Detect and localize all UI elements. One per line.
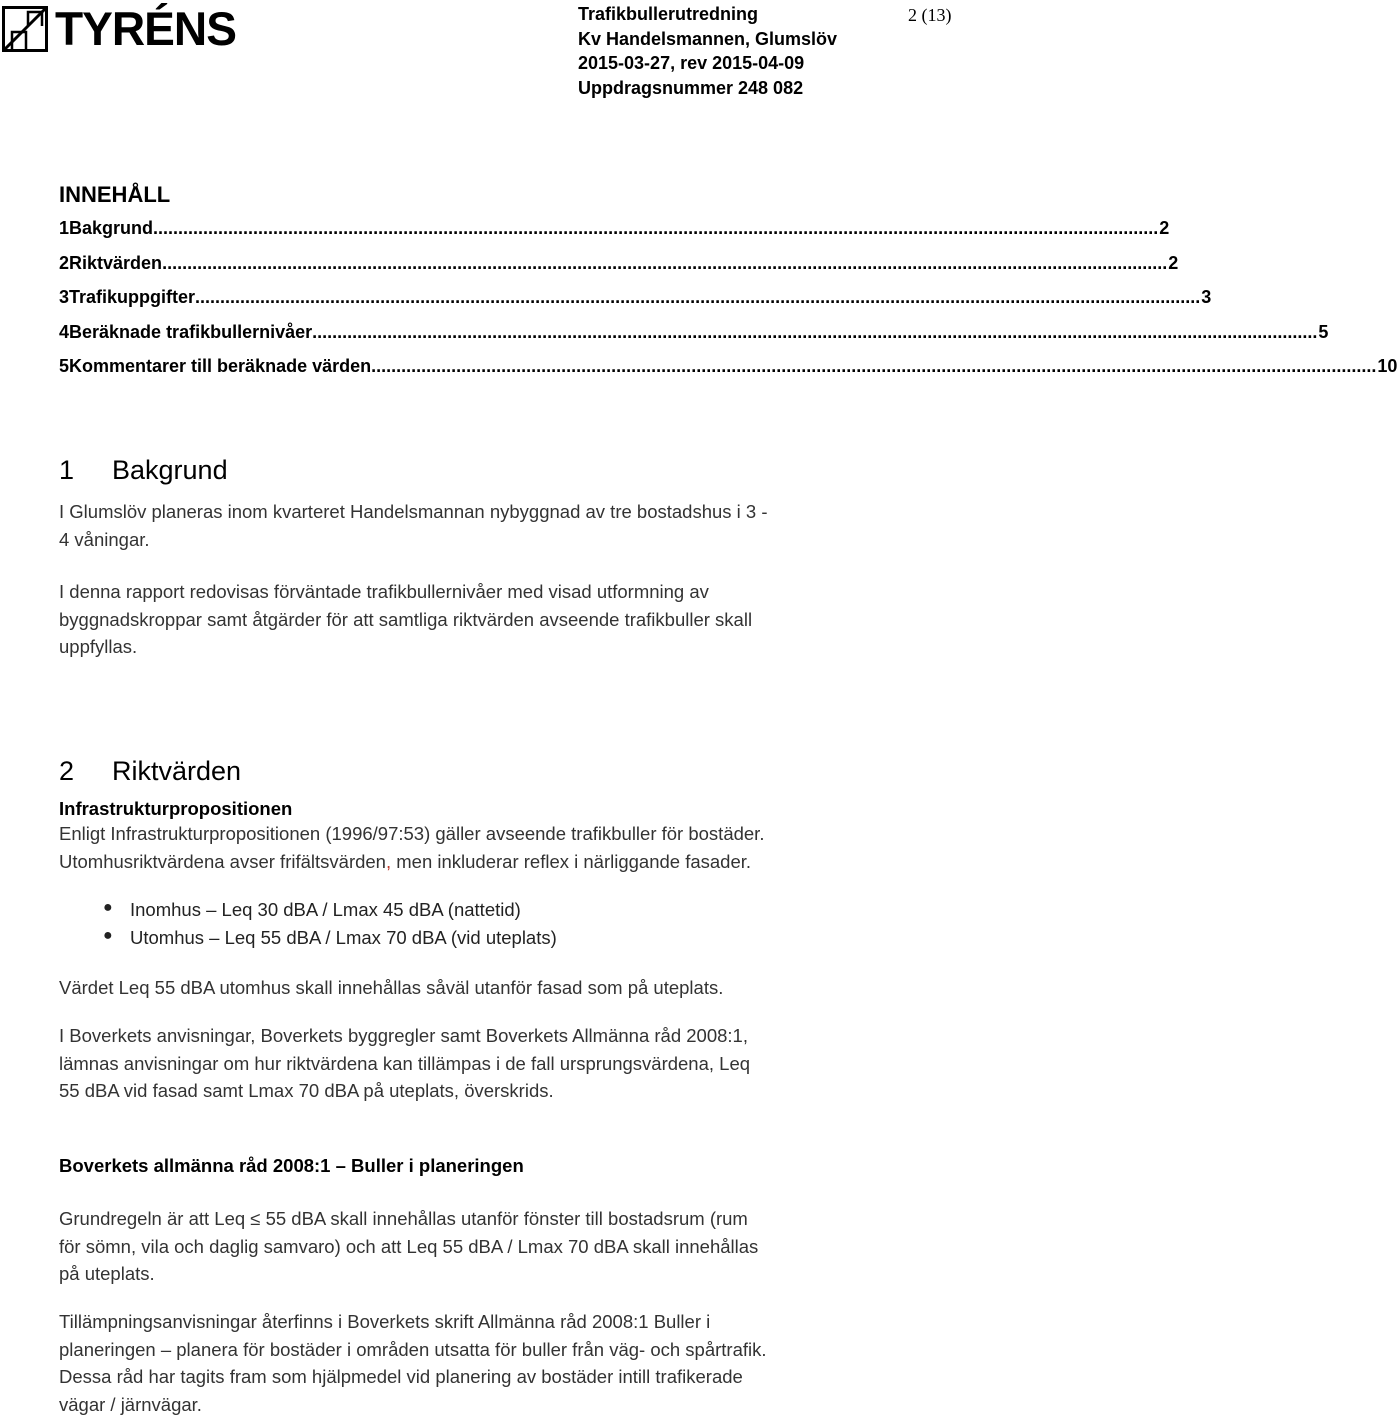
section-heading xyxy=(59,455,228,486)
table-of-contents xyxy=(59,218,1397,391)
paragraph xyxy=(59,578,752,661)
toc-leader: ......................................................................................................................................................................................................... xyxy=(371,356,1377,376)
toc-item-number: 2 xyxy=(59,252,70,273)
toc-item-label: Beräknade trafikbullernivåer xyxy=(69,321,313,342)
document-title: Trafikbullerutredning xyxy=(578,4,759,24)
bullet-icon: ● xyxy=(103,899,113,916)
order-number: Uppdragsnummer 248 082 xyxy=(578,77,804,98)
company-logo-icon xyxy=(2,6,48,57)
section-title: Riktvärden xyxy=(112,756,242,786)
document-date: 2015-03-27, rev 2015-04-09 xyxy=(578,53,805,73)
section-title: Bakgrund xyxy=(112,455,228,485)
section-number: 2 xyxy=(59,756,75,786)
project-name: Kv Handelsmannen, Glumslöv xyxy=(578,28,838,49)
toc-item-page: 10 xyxy=(1377,356,1397,376)
toc-leader: ......................................................................................................................................................................................................... xyxy=(312,321,1318,342)
list-item-text: Utomhus – Leq 55 dBA / Lmax 70 dBA (vid uteplats) xyxy=(130,926,557,948)
text-line: Grundregeln är att Leq ≤ 55 dBA skall innehållas utanför fönster till bostadsrum (rum xyxy=(59,1208,748,1229)
toc-item[interactable] xyxy=(59,218,1170,253)
toc-item-label: Riktvärden xyxy=(69,252,163,273)
toc-item-number: 1 xyxy=(59,218,70,238)
text-line: I Glumslöv planeras inom kvarteret Handelsmannan nybyggnad av tre bostadshus i 3 - xyxy=(59,501,768,522)
document-meta xyxy=(578,2,837,100)
text-line: Dessa råd har tagits fram som hjälpmedel vid planering av bostäder intill trafikerade xyxy=(59,1366,743,1388)
text-line: 55 dBA vid fasad samt Lmax 70 dBA på uteplats, överskrids. xyxy=(59,1080,554,1102)
text-line: vägar / järnvägar. xyxy=(59,1393,202,1415)
text-line xyxy=(59,848,764,876)
list-item xyxy=(103,927,557,955)
subheading: Boverkets allmänna råd 2008:1 – Buller i planeringen xyxy=(59,1155,524,1176)
text-line: Tillämpningsanvisningar återfinns i Boverkets skrift Allmänna råd 2008:1 Buller i xyxy=(59,1311,711,1332)
text-line: Enligt Infrastrukturpropositionen (1996/97:53) gäller avseende trafikbuller för bostäder. xyxy=(59,823,765,844)
paragraph xyxy=(59,1205,758,1288)
paragraph: Värdet Leq 55 dBA utomhus skall innehållas såväl utanför fasad som på uteplats. xyxy=(59,977,724,998)
toc-item-page: 2 xyxy=(1168,252,1179,273)
toc-item-page: 5 xyxy=(1318,321,1329,342)
list-item xyxy=(103,899,557,927)
toc-item-page: 2 xyxy=(1159,218,1170,238)
text-fragment: , xyxy=(385,850,392,872)
text-line: för sömn, vila och daglig samvaro) och att Leq 55 dBA / Lmax 70 dBA skall innehållas xyxy=(59,1235,759,1257)
paragraph xyxy=(59,498,768,553)
text-line: I denna rapport redovisas förväntade trafikbullernivåer med visad utformning av xyxy=(59,581,709,602)
toc-item-number: 4 xyxy=(59,321,70,342)
text-fragment: men inkluderar reflex i närliggande fasader. xyxy=(391,850,752,872)
paragraph xyxy=(59,820,764,875)
bullet-icon: ● xyxy=(103,926,113,944)
text-line: byggnadskroppar samt åtgärder för att samtliga riktvärden avseende trafikbuller skall xyxy=(59,608,753,630)
text-line: planeringen – planera för bostäder i områden utsatta för buller från väg- och spårtrafik. xyxy=(59,1338,767,1360)
toc-item-label: Bakgrund xyxy=(69,218,154,238)
toc-item-number: 3 xyxy=(59,287,70,307)
bullet-list xyxy=(103,899,557,954)
section-number: 1 xyxy=(59,455,75,485)
text-line: I Boverkets anvisningar, Boverkets byggregler samt Boverkets Allmänna råd 2008:1, xyxy=(59,1025,748,1046)
toc-item-label: Trafikuppgifter xyxy=(69,287,196,307)
subheading: Infrastrukturpropositionen xyxy=(59,798,293,819)
toc-item-page: 3 xyxy=(1201,287,1212,307)
paragraph xyxy=(59,1308,767,1418)
text-line: uppfyllas. xyxy=(59,636,138,658)
text-line: lämnas anvisningar om hur riktvärdena kan tillämpas i de fall ursprungsvärdena, Leq xyxy=(59,1052,751,1074)
toc-leader: ......................................................................................................................................................................................................... xyxy=(195,287,1201,307)
text-line: på uteplats. xyxy=(59,1263,155,1285)
list-item-text: Inomhus – Leq 30 dBA / Lmax 45 dBA (nattetid) xyxy=(130,899,521,920)
toc-leader: ......................................................................................................................................................................................................... xyxy=(162,252,1168,273)
paragraph xyxy=(59,1022,750,1105)
toc-item[interactable] xyxy=(59,252,1179,288)
toc-item[interactable] xyxy=(59,356,1397,391)
company-logo-text: TYRÉNS xyxy=(55,2,236,55)
text-line: 4 våningar. xyxy=(59,528,150,550)
toc-item-number: 5 xyxy=(59,356,70,376)
toc-title: INNEHÅLL xyxy=(59,182,171,207)
toc-item[interactable] xyxy=(59,321,1329,357)
section-heading xyxy=(59,756,241,787)
text-fragment: Utomhusriktvärdena avser frifältsvärden xyxy=(59,850,386,872)
toc-item-label: Kommentarer till beräknade värden xyxy=(69,356,372,376)
page-number: 2 (13) xyxy=(908,5,952,25)
toc-leader: ......................................................................................................................................................................................................... xyxy=(153,218,1159,238)
toc-item[interactable] xyxy=(59,287,1212,322)
